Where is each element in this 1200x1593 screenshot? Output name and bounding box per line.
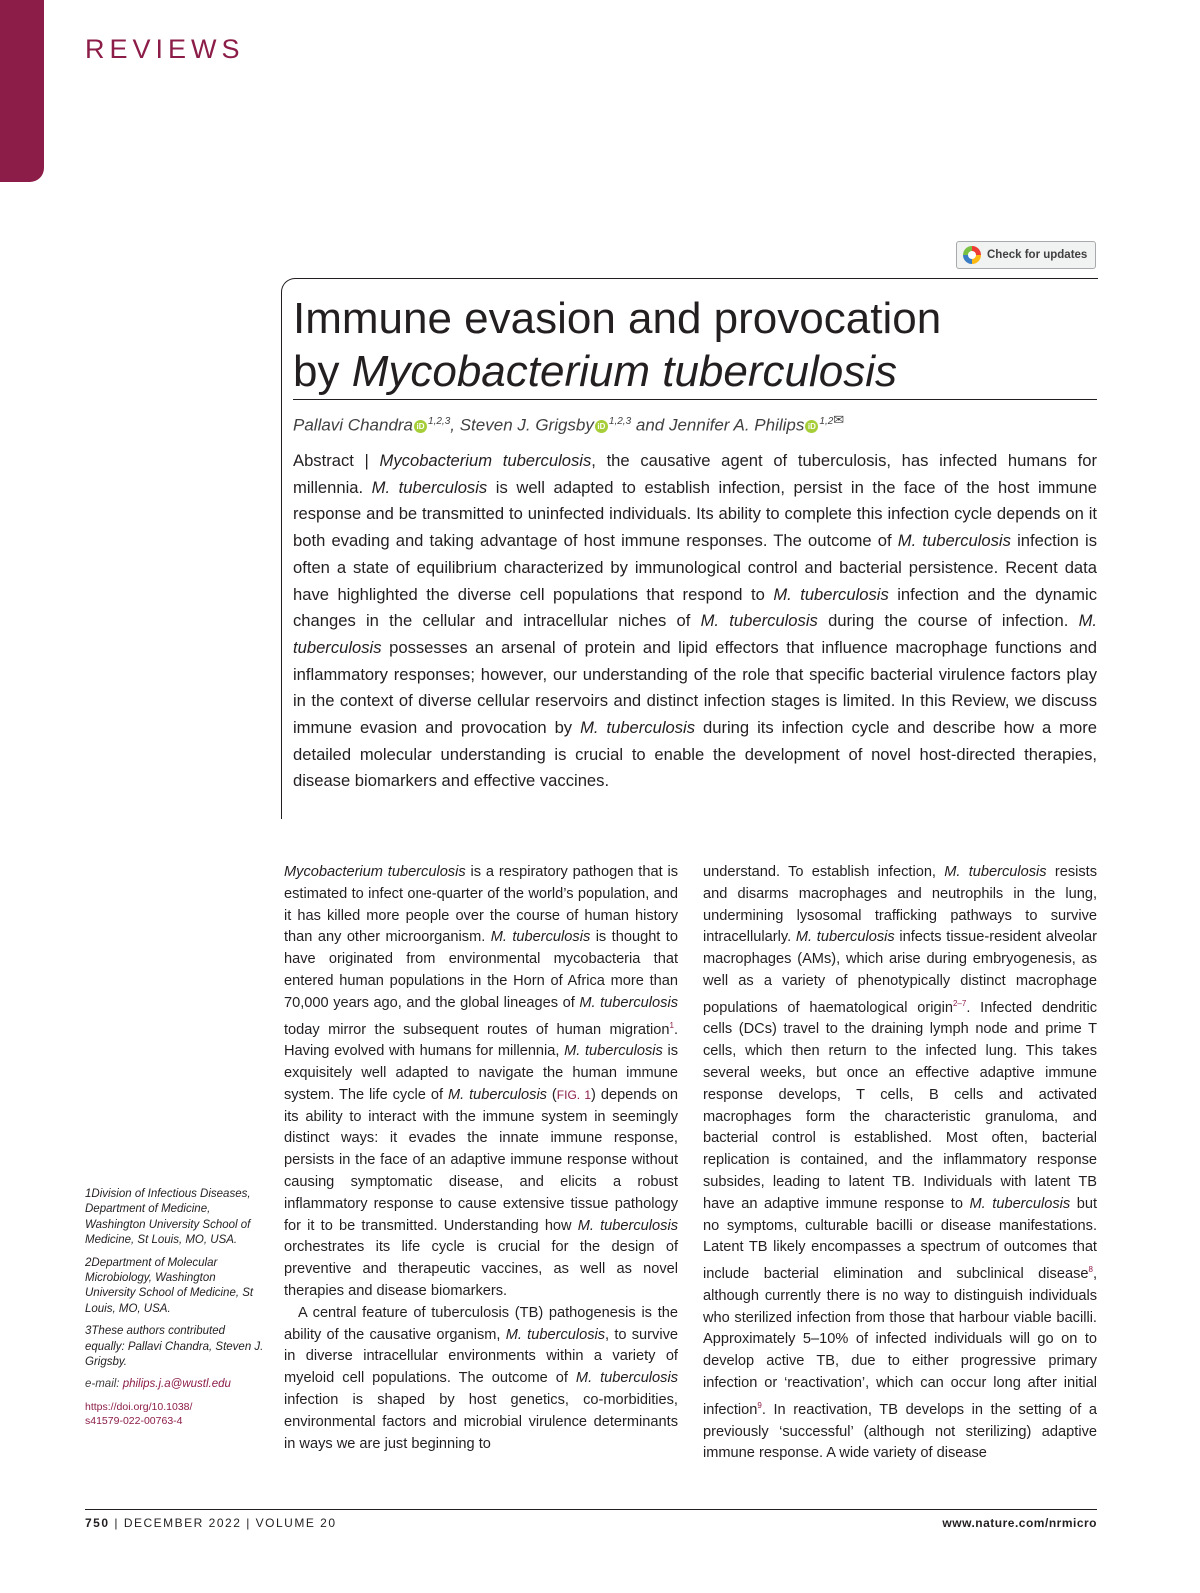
figure-ref[interactable]: FIG. 1 (556, 1087, 592, 1102)
author-name: Jennifer A. Philips (668, 415, 805, 435)
text-run: ) depends on its ability to interact with the immune system in seemingly distinct ways: it evades the innate immune response, persists in the face of an adaptive immune response without causing symptomatic disease, and elicits a robust inflammatory response to cause extensive tissue pathology for it to be transmitted. Understanding how (284, 1086, 679, 1234)
italic-text: M. tuberculosis (897, 531, 1011, 551)
title-line-2-organism: Mycobacterium tuberculosis (351, 347, 898, 396)
text-run: during its infection cycle and describe how a more detailed molecular understanding is crucial to enable the development of novel host-directed therapies, disease biomarkers and effective vaccines. (293, 718, 1097, 791)
text-run: during the course of infection. (817, 611, 1079, 631)
text-run: is well adapted to establish infection, persist in the face of the host immune response and be transmitted to uninfected individuals. Its ability to complete this infection cycle depends on it both evading and taking advantage of host immune responses. The outcome of (293, 477, 1097, 551)
citation-ref[interactable]: 9 (757, 1400, 762, 1410)
page-number: 750 (85, 1516, 110, 1530)
italic-text: M. tuberculosis (490, 929, 591, 946)
volume: VOLUME 20 (255, 1516, 337, 1530)
text-run: , the causative agent of tuberculosis, has infected humans for millennia. (293, 451, 1097, 497)
body-column-1 (284, 862, 678, 1455)
email-label: e-mail: (85, 1378, 123, 1391)
orcid-icon[interactable]: iD (805, 420, 818, 433)
check-for-updates-label: Check for updates (987, 249, 1088, 261)
footer-separator: | (241, 1516, 256, 1530)
italic-text: Mycobacterium tuberculosis (284, 864, 466, 880)
orcid-icon[interactable]: iD (414, 420, 427, 433)
text-run: resists and disarms macrophages and neutrophils in the lung, undermining lysosomal trafficking pathways to survive intracellularly. (703, 864, 1098, 946)
title-line-2-prefix: by (293, 347, 352, 396)
text-run: but no symptoms, culturable bacilli or disease manifestations. Latent TB likely encompasses a spectrum of outcomes that include bacterial elimination and subclinical disease (703, 1195, 1098, 1283)
text-run: orchestrates its life cycle is crucial for the design of preventive and therapeutic vaccines, as well as novel therapies and disease biomarkers. (284, 1239, 678, 1299)
text-run: today mirror the subsequent routes of human migration (284, 1021, 670, 1038)
footer-citation (85, 1516, 337, 1530)
author-affiliations: 1,2,3 (608, 416, 632, 427)
italic-text: M. tuberculosis (564, 1043, 663, 1060)
text-run: is exquisitely well adapted to navigate the human immune system. The life cycle of (284, 1043, 679, 1103)
email-link[interactable]: philips.j.a@wustl.edu (122, 1378, 231, 1391)
italic-text: M. tuberculosis (577, 1217, 678, 1234)
text-run: is a respiratory pathogen that is estimated to infect one-quarter of the world’s population, and it has killed more people over the course of human history than any other microorganism. (284, 864, 678, 946)
italic-text: M. tuberculosis (944, 864, 1047, 880)
text-run: , although currently there is no way to distinguish individuals who sterilized infection from those that harbour viable bacilli. Approximately 5–10% of infected individuals will go on to develop active TB, due to either progressive primary infection or ‘reactivation’, which can occur long after initial infection (703, 1266, 1097, 1418)
italic-text: M. tuberculosis (505, 1326, 606, 1343)
author-name: Pallavi Chandra (293, 415, 414, 435)
text-run: . Having evolved with humans for millennia, (284, 1021, 678, 1060)
text-run: . In reactivation, TB develops in the setting of a previously ‘successful’ (although not sterilizing) adaptive immune response. A wide variety of disease (703, 1401, 1097, 1462)
italic-text: M. tuberculosis (969, 1195, 1071, 1212)
citation-ref[interactable]: 1 (669, 1020, 674, 1030)
italic-text: M. tuberculosis (773, 584, 889, 604)
text-run: understand. To establish infection, (703, 864, 945, 880)
text-run: infection and the dynamic changes in the cellular and intracellular niches of (293, 584, 1097, 631)
text-run: . Infected dendritic cells (DCs) travel to the draining lymph node and prime T cells, which then return to the infected lung. This takes several weeks, but once an effective adaptive immune response develops, T cells, B cells and activated macrophages form the characteristic granuloma, and bacterial control is established. Most often, bacterial replication is contained, and the inflammatory response subsides, leading to latent TB. Individuals with latent TB have an adaptive immune response to (703, 999, 1097, 1212)
abstract (293, 448, 1097, 795)
italic-text: M. tuberculosis (700, 611, 818, 631)
text-run: infection is shaped by host genetics, co-morbidities, environmental factors and microbial virulence determinants in ways we are just beginning to (284, 1391, 678, 1452)
corresponding-email (85, 1377, 265, 1392)
citation-ref[interactable]: 2–7 (952, 998, 967, 1008)
body-column-2 (703, 862, 1097, 1465)
doi-line-2: s41579-022-00763-4 (85, 1414, 183, 1427)
body-paragraph (284, 1303, 678, 1456)
affiliations (85, 1187, 265, 1435)
citation-ref[interactable]: 8 (1088, 1265, 1093, 1275)
text-run: infects tissue-resident alveolar macrophages (AMs), which arise during embryogenesis, as well as a variety of phenotypically distinct macrophage populations of haematological origin (703, 929, 1098, 1016)
title-line-1: Immune evasion and provocation (293, 294, 942, 343)
affiliation-1: 1Division of Infectious Diseases, Department of Medicine, Washington University School of Medicine, St Louis, MO, USA. (85, 1188, 251, 1247)
italic-text: M. tuberculosis (575, 1370, 679, 1387)
affiliation-2: 2Department of Molecular Microbiology, Washington University School of Medicine, St Louis, MO, USA. (85, 1256, 254, 1315)
text-run: , to survive in diverse intracellular environments within a variety of myeloid cell populations. The outcome of (284, 1326, 678, 1387)
doi-link[interactable] (85, 1400, 265, 1428)
article-title (293, 292, 1093, 398)
issue-date: DECEMBER 2022 (123, 1516, 242, 1530)
title-rule (293, 399, 1097, 400)
body-paragraph (703, 862, 1097, 1465)
author-list (293, 412, 844, 436)
section-color-tab (0, 0, 44, 182)
footer-rule (85, 1509, 1097, 1510)
author-separator: and (631, 415, 669, 435)
body-paragraph (284, 862, 678, 1303)
italic-text: M. tuberculosis (371, 477, 488, 497)
affiliation-3: 3These authors contributed equally: Pallavi Chandra, Steven J. Grigsby. (85, 1325, 264, 1369)
author-affiliations: 1,2,3 (428, 416, 451, 427)
italic-text: M. tuberculosis (580, 718, 696, 738)
email-icon[interactable]: ✉ (833, 412, 845, 427)
italic-text: M. tuberculosis (579, 994, 678, 1011)
italic-text: M. tuberculosis (447, 1086, 547, 1103)
orcid-icon[interactable]: iD (595, 420, 608, 433)
footer-separator: | (109, 1516, 124, 1530)
section-label: REVIEWS (85, 34, 245, 64)
italic-text: M. tuberculosis (795, 929, 895, 946)
author-affiliations: 1,2 (819, 416, 834, 427)
text-run: possesses an arsenal of protein and lipid effectors that influence macrophage functions and inflammatory responses; however, our understanding of the role that specific bacterial virulence factors play in the context of diverse cellular reservoirs and distinct infection stages is limited. In this Review, we discuss immune evasion and provocation by (293, 637, 1097, 738)
author-separator: , (450, 415, 460, 435)
italic-text: Mycobacterium tuberculosis (379, 451, 592, 470)
text-run: infection is often a state of equilibrium characterized by immunological control and bacterial persistence. Recent data have highlighted the diverse cell populations that respond to (293, 531, 1097, 604)
crossmark-icon (963, 246, 981, 264)
author-name: Steven J. Grigsby (459, 415, 594, 435)
text-run: ( (546, 1086, 557, 1103)
text-run: is thought to have originated from environmental mycobacteria that entered human populations in the Horn of Africa more than 70,000 years ago, and the global lineages of (284, 929, 678, 1011)
text-run: A central feature of tuberculosis (TB) pathogenesis is the ability of the causative organism, (284, 1304, 678, 1343)
doi-line-1: https://doi.org/10.1038/ (85, 1400, 193, 1413)
italic-text: M. tuberculosis (293, 611, 1097, 657)
abstract-label: Abstract | (293, 451, 380, 470)
journal-url[interactable]: www.nature.com/nrmicro (942, 1516, 1097, 1530)
check-for-updates-button[interactable] (956, 241, 1096, 269)
abstract-text (293, 451, 1097, 790)
